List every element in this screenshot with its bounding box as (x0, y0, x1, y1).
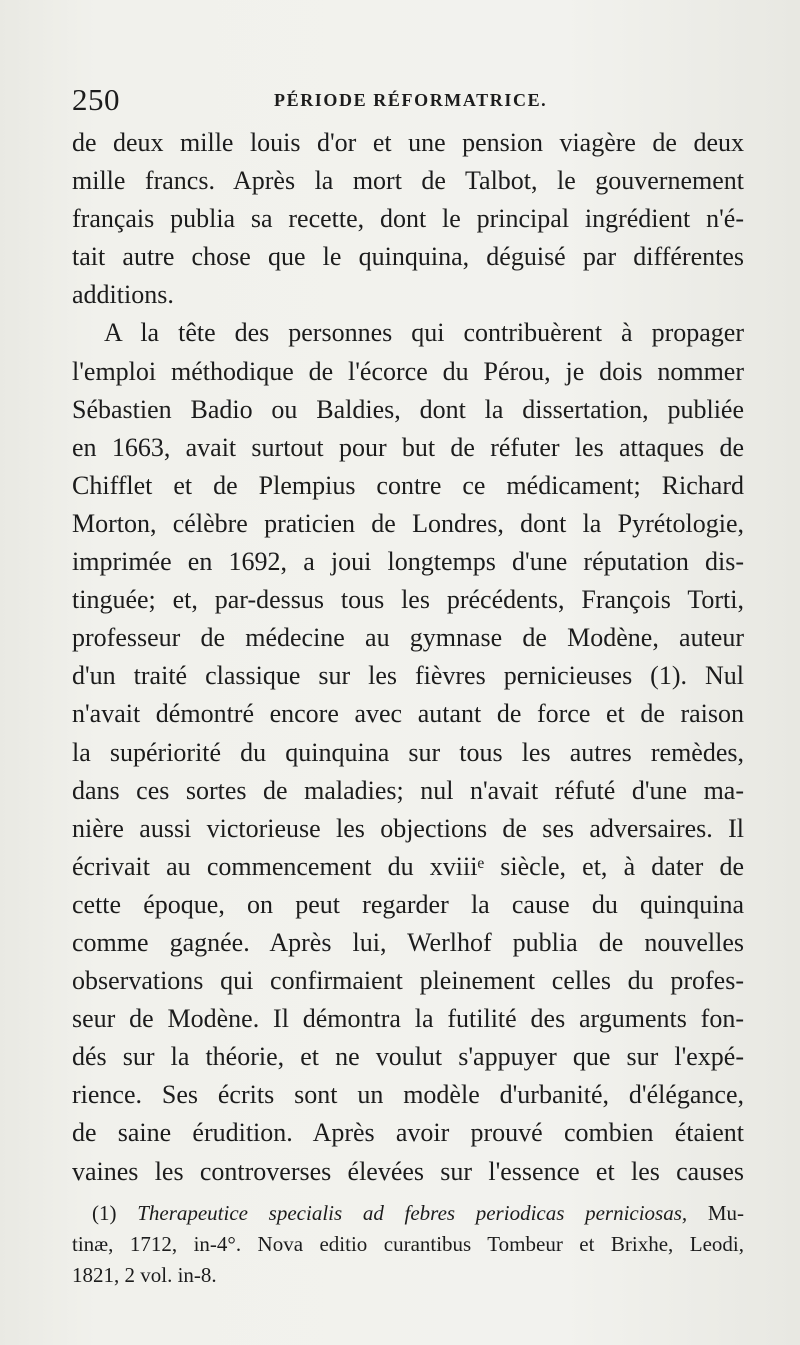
text-line: seur de Modène. Il démontra la futilité des arguments fon- (72, 1004, 744, 1034)
text-line: imprimée en 1692, a joui longtemps d'une réputation dis- (72, 547, 744, 577)
text-line: en 1663, avait surtout pour but de réfuter les attaques de (72, 432, 744, 462)
text-line: professeur de médecine au gymnase de Modène, auteur (72, 623, 744, 653)
text-line: rience. Ses écrits sont un modèle d'urbanité, d'élégance, (72, 1080, 744, 1110)
text-line: tait autre chose que le quinquina, déguisé par différentes (72, 242, 744, 272)
footnote-marker: (1) (92, 1201, 117, 1225)
body-text (72, 124, 744, 1191)
footnote-text: Mu- (707, 1201, 745, 1225)
text-line: dés sur la théorie, et ne voulut s'appuyer que sur l'expé- (72, 1042, 744, 1072)
text-line: d'un traité classique sur les fièvres pernicieuses (1). Nul (72, 661, 744, 691)
footnote-line (72, 1198, 744, 1229)
text-line: mille francs. Après la mort de Talbot, le gouvernement (72, 166, 744, 196)
text-line: observations qui confirmaient pleinement celles du profes- (72, 966, 744, 996)
footnote (72, 1198, 744, 1291)
page-number: 250 (72, 82, 120, 117)
text-line: de saine érudition. Après avoir prouvé combien étaient (72, 1118, 744, 1148)
text-line: écrivait au commencement du xviiiᵉ siècle, et, à dater de (72, 851, 744, 881)
footnote-line: 1821, 2 vol. in-8. (72, 1263, 217, 1287)
text-line: la supériorité du quinquina sur tous les autres remèdes, (72, 737, 744, 767)
page-header (72, 82, 744, 118)
text-line: dans ces sortes de maladies; nul n'avait réfuté d'une ma- (72, 775, 744, 805)
text-line: vaines les controverses élevées sur l'essence et les causes (72, 1156, 744, 1186)
running-head: PÉRIODE RÉFORMATRICE. (274, 90, 548, 110)
text-line: Morton, célèbre praticien de Londres, dont la Pyrétologie, (72, 508, 744, 538)
footnote-line: tinæ, 1712, in-4°. Nova editio curantibus Tombeur et Brixhe, Leodi, (72, 1232, 744, 1256)
paragraph-start-line: A la tête des personnes qui contribuèrent à propager (104, 318, 744, 348)
text-line: l'emploi méthodique de l'écorce du Pérou, je dois nommer (72, 356, 744, 386)
paragraph-end-line: additions. (72, 280, 174, 310)
text-line: de deux mille louis d'or et une pension viagère de deux (72, 128, 744, 157)
text-line: cette époque, on peut regarder la cause du quinquina (72, 889, 744, 919)
footnote-cited-title: Therapeutice specialis ad febres periodicas perniciosas, (137, 1201, 688, 1225)
text-line: n'avait démontré encore avec autant de force et de raison (72, 699, 744, 729)
text-line: comme gagnée. Après lui, Werlhof publia de nouvelles (72, 927, 744, 957)
text-line: nière aussi victorieuse les objections de ses adversaires. Il (72, 813, 744, 843)
text-line: français publia sa recette, dont le principal ingrédient n'é- (72, 204, 744, 234)
text-line: Sébastien Badio ou Baldies, dont la dissertation, publiée (72, 394, 744, 424)
text-line: Chifflet et de Plempius contre ce médicament; Richard (72, 470, 744, 500)
text-line: tinguée; et, par-dessus tous les précédents, François Torti, (72, 585, 744, 615)
